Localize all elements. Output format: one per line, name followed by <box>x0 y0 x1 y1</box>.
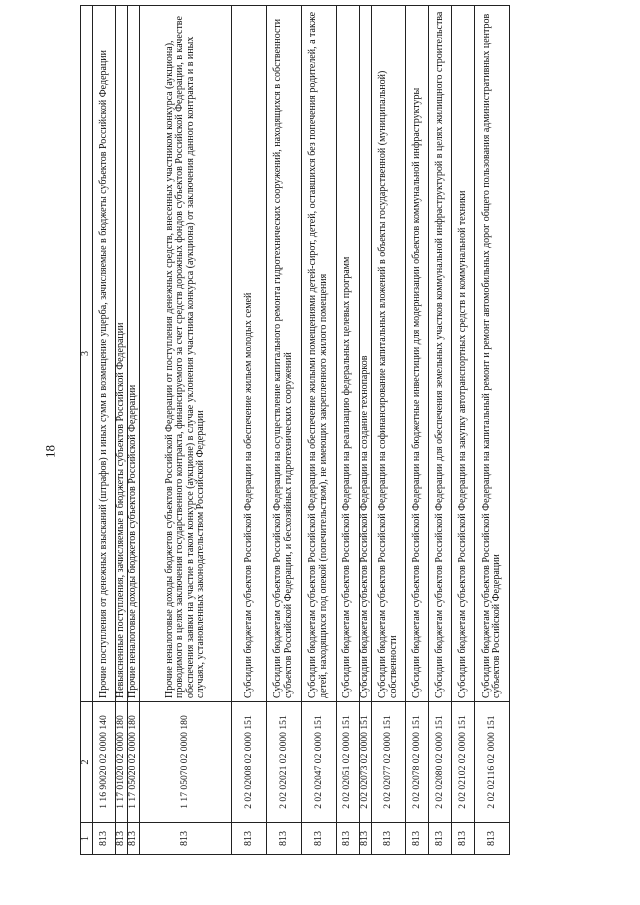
rotated-table-container <box>80 5 510 855</box>
admin-code-cell: 813 <box>336 823 359 855</box>
budget-code-cell: 1 17 05020 02 0000 180 <box>128 702 140 823</box>
revenue-name-cell: Субсидии бюджетам субъектов Российской Федерации на бюджетные инвестиции для модернизации объектов коммунальной инфраструктуры <box>406 6 429 702</box>
admin-code-cell: 813 <box>475 823 510 855</box>
budget-code-cell: 2 02 02080 02 0000 151 <box>429 702 452 823</box>
table-header-row <box>81 6 93 855</box>
budget-code-cell: 1 16 90020 02 0000 140 <box>93 702 116 823</box>
table-row <box>232 6 267 855</box>
admin-code-cell: 813 <box>429 823 452 855</box>
revenue-name-cell: Субсидии бюджетам субъектов Российской Федерации на осуществление капитального ремонта гидротехнических сооружений, находящихся в собственности субъектов Российской Федерации, и бесхозяйных гидротехнических сооружений <box>266 6 302 702</box>
table-row <box>475 6 510 855</box>
admin-code-cell: 813 <box>359 823 371 855</box>
budget-code-cell: 2 02 02102 02 0000 151 <box>452 702 475 823</box>
table-row <box>371 6 406 855</box>
revenue-name-cell: Субсидии бюджетам субъектов Российской Федерации на капитальный ремонт и ремонт автомобильных дорог общего пользования административных центров субъектов Российской Федерации <box>475 6 510 702</box>
revenue-codes-table <box>80 5 510 855</box>
page-number: 18 <box>42 445 58 458</box>
admin-code-cell: 813 <box>371 823 406 855</box>
admin-code-cell: 813 <box>452 823 475 855</box>
admin-code-cell: 813 <box>302 823 337 855</box>
table-row <box>140 6 232 855</box>
revenue-name-cell: Прочие поступления от денежных взысканий (штрафов) и иных сумм в возмещение ущерба, зачисляемые в бюджеты субъектов Российской Федерации <box>93 6 116 702</box>
budget-code-cell: 2 02 02021 02 0000 151 <box>266 702 302 823</box>
revenue-name-cell: Субсидии бюджетам субъектов Российской Федерации на закупку автотранспортных средств и коммунальной техники <box>452 6 475 702</box>
revenue-name-cell: Субсидии бюджетам субъектов Российской Федерации на обеспечение жильем молодых семей <box>232 6 267 702</box>
budget-code-cell: 1 17 05070 02 0000 180 <box>140 702 232 823</box>
revenue-name-cell: Прочие неналоговые доходы бюджетов субъектов Российской Федерации от поступления денежных средств, внесенных участником конкурса (аукциона), проводимого в целях заключения государственного контракта, финансируемого за счет средств дорожных фондов субъектов Российской Федерации, в качестве обеспечения заявки на участие в таком конкурсе (аукционе) в случае уклонения участника конкурса (аукциона) от заключения данного контракта и в иных случаях, установленных законодательством Российской Федерации <box>140 6 232 702</box>
table-row <box>406 6 429 855</box>
revenue-name-cell: Субсидии бюджетам субъектов Российской Федерации на создание технопарков <box>359 6 371 702</box>
budget-code-cell: 1 17 01020 02 0000 180 <box>116 702 128 823</box>
admin-code-cell: 813 <box>406 823 429 855</box>
revenue-name-cell: Субсидии бюджетам субъектов Российской Федерации на софинансирование капитальных вложений в объекты государственной (муниципальной) собственности <box>371 6 406 702</box>
budget-code-cell: 2 02 02008 02 0000 151 <box>232 702 267 823</box>
admin-code-cell: 813 <box>140 823 232 855</box>
column-header-3: 3 <box>81 6 93 702</box>
revenue-name-cell: Невыясненные поступления, зачисляемые в бюджеты субъектов Российской Федерации <box>116 6 128 702</box>
admin-code-cell: 813 <box>93 823 116 855</box>
admin-code-cell: 813 <box>128 823 140 855</box>
table-row <box>359 6 371 855</box>
column-header-1: 1 <box>81 823 93 855</box>
table-row <box>116 6 128 855</box>
budget-code-cell: 2 02 02077 02 0000 151 <box>371 702 406 823</box>
table-row <box>93 6 116 855</box>
revenue-name-cell: Прочие неналоговые доходы бюджетов субъектов Российской Федерации <box>128 6 140 702</box>
admin-code-cell: 813 <box>232 823 267 855</box>
revenue-name-cell: Субсидии бюджетам субъектов Российской Федерации на реализацию федеральных целевых программ <box>336 6 359 702</box>
admin-code-cell: 813 <box>266 823 302 855</box>
column-header-2: 2 <box>81 702 93 823</box>
table-row <box>128 6 140 855</box>
budget-code-cell: 2 02 02116 02 0000 151 <box>475 702 510 823</box>
budget-code-cell: 2 02 02078 02 0000 151 <box>406 702 429 823</box>
revenue-name-cell: Субсидии бюджетам субъектов Российской Федерации на обеспечение жилыми помещениями детей-сирот, детей, оставшихся без попечения родителей, а также детей, находящихся под опекой (попечительством), не имеющих закрепленного жилого помещения <box>302 6 337 702</box>
budget-code-cell: 2 02 02073 02 0000 151 <box>359 702 371 823</box>
budget-code-cell: 2 02 02051 02 0000 151 <box>336 702 359 823</box>
table-row <box>336 6 359 855</box>
budget-code-cell: 2 02 02047 02 0000 151 <box>302 702 337 823</box>
table-row <box>302 6 337 855</box>
admin-code-cell: 813 <box>116 823 128 855</box>
revenue-name-cell: Субсидии бюджетам субъектов Российской Федерации для обеспечения земельных участков коммунальной инфраструктурой в целях жилищного строительства <box>429 6 452 702</box>
table-row <box>429 6 452 855</box>
table-row <box>266 6 302 855</box>
table-row <box>452 6 475 855</box>
